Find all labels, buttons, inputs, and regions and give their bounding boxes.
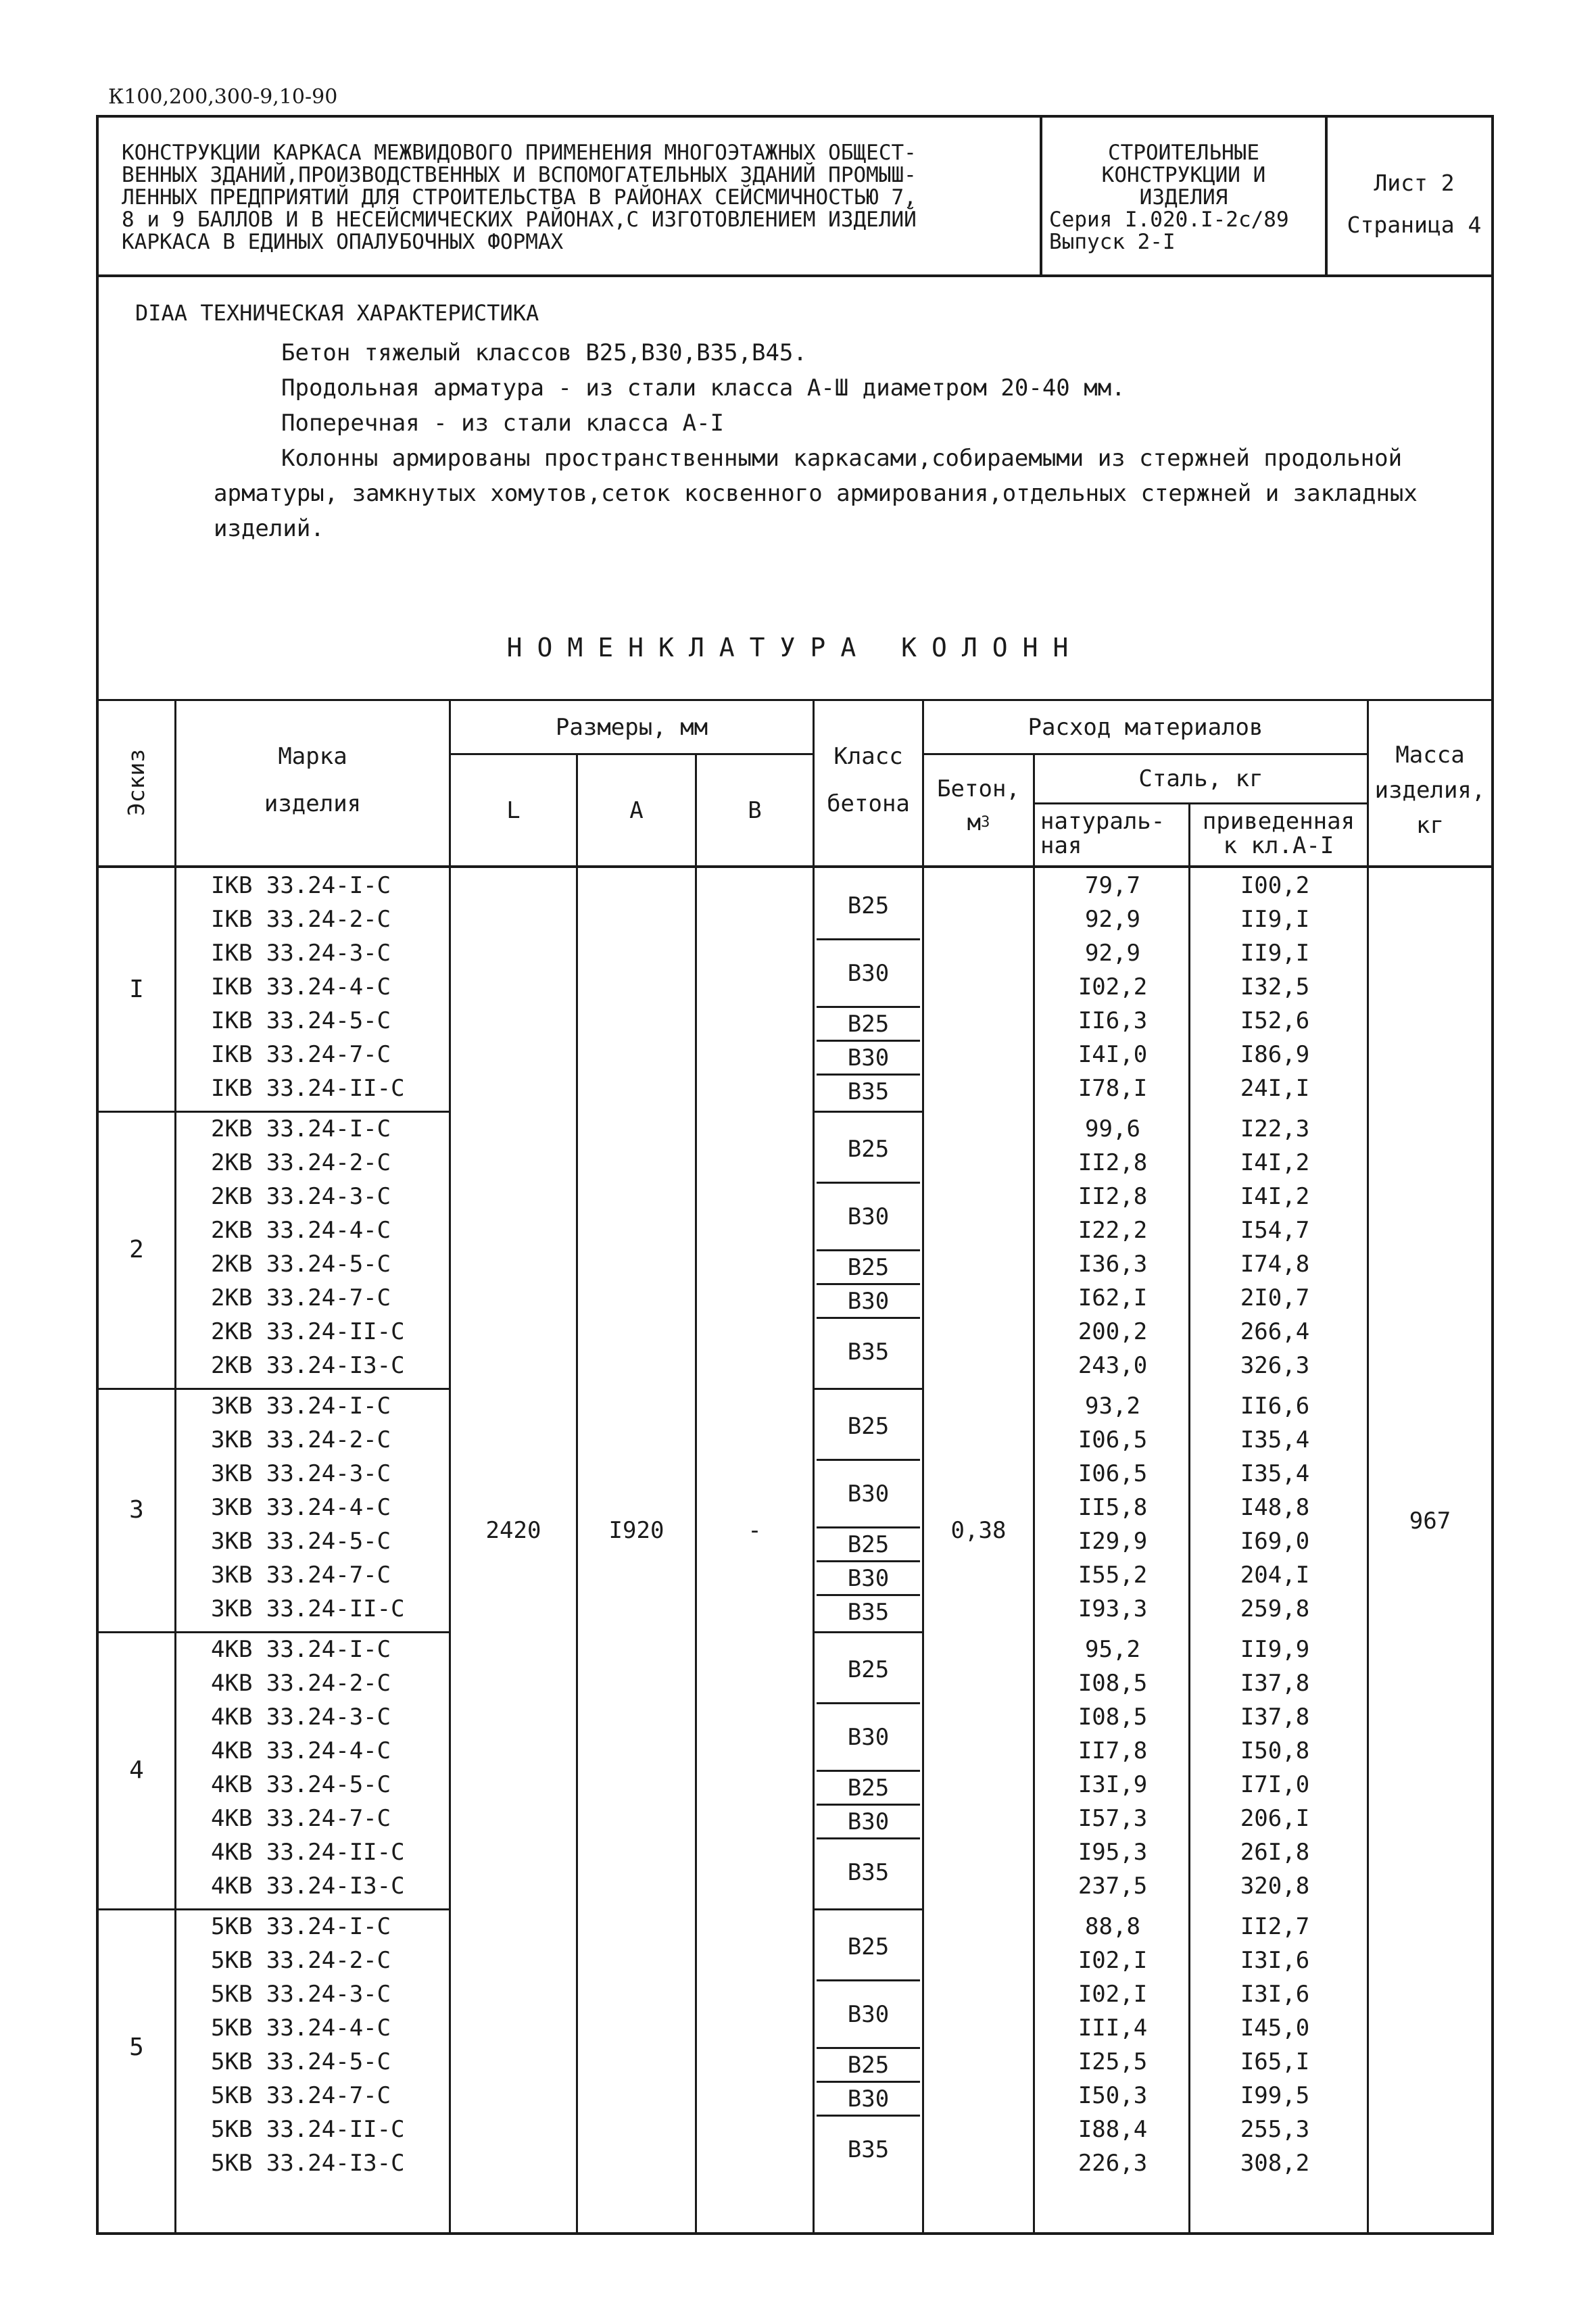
steel-natural-cell: 79,7 bbox=[1085, 872, 1140, 899]
title-line: КОНСТРУКЦИИ КАРКАСА МЕЖВИДОВОГО ПРИМЕНЕНИЯ МНОГОЭТАЖНЫХ ОБЩЕСТ- bbox=[122, 141, 917, 165]
concrete-class-cell: В25 bbox=[847, 1933, 890, 1960]
steel-reduced-cell: I3I,6 bbox=[1240, 1947, 1310, 1974]
steel-natural-cell: I4I,0 bbox=[1078, 1041, 1148, 1068]
l-header: L bbox=[506, 797, 521, 824]
steel-reduced-cell: I37,8 bbox=[1240, 1670, 1310, 1697]
page-number: Страница 4 bbox=[1347, 212, 1482, 238]
steel-reduced-cell: II9,I bbox=[1240, 940, 1310, 967]
steel-reduced-cell: I4I,2 bbox=[1240, 1149, 1310, 1176]
a-header: A bbox=[629, 797, 644, 824]
steel-natural-cell: I06,5 bbox=[1078, 1460, 1148, 1487]
mark-cell: 5КВ 33.24-5-С bbox=[211, 2048, 391, 2075]
spec-line: Продольная арматура - из стали класса А-Ш диаметром 20-40 мм. bbox=[281, 375, 1126, 402]
steel-natural-cell: I22,2 bbox=[1078, 1217, 1148, 1244]
nomenclature-table bbox=[99, 699, 1491, 2232]
steel-reduced-cell: I4I,2 bbox=[1240, 1183, 1310, 1210]
mark-cell: 4КВ 33.24-7-С bbox=[211, 1805, 391, 1832]
series-line: КОНСТРУКЦИИ И bbox=[1101, 163, 1266, 187]
concrete-class-cell: В35 bbox=[847, 1859, 890, 1886]
concrete-unit-sup: 3 bbox=[981, 814, 990, 831]
concrete-class-cell: В30 bbox=[847, 1044, 890, 1071]
concrete-class-cell: В30 bbox=[847, 1480, 890, 1508]
mark-cell: 2КВ 33.24-5-С bbox=[211, 1251, 391, 1278]
concrete-class-cell: В25 bbox=[847, 892, 890, 919]
class-header: бетона bbox=[827, 790, 910, 817]
concrete-class-cell: В25 bbox=[847, 1254, 890, 1281]
steel-natural-cell: I36,3 bbox=[1078, 1251, 1148, 1278]
concrete-unit-text: м bbox=[967, 809, 982, 836]
steel-reduced-cell: I7I,0 bbox=[1240, 1771, 1310, 1798]
steel-natural-cell: I95,3 bbox=[1078, 1839, 1148, 1866]
title-line: КАРКАСА В ЕДИНЫХ ОПАЛУБОЧНЫХ ФОРМАХ bbox=[122, 230, 564, 254]
mark-cell: IКВ 33.24-3-С bbox=[211, 940, 391, 967]
table-title: НОМЕНКЛАТУРА КОЛОНН bbox=[506, 633, 1084, 662]
concrete-class-cell: В35 bbox=[847, 1339, 890, 1366]
steel-natural-cell: I25,5 bbox=[1078, 2048, 1148, 2075]
mark-cell: 4КВ 33.24-I-С bbox=[211, 1636, 391, 1663]
steel-reduced-cell: 24I,I bbox=[1240, 1075, 1310, 1102]
steel-reduced-cell: I69,0 bbox=[1240, 1528, 1310, 1555]
mark-cell: 5КВ 33.24-II-С bbox=[211, 2116, 405, 2143]
steel-natural-cell: I62,I bbox=[1078, 1284, 1148, 1311]
product-mass: 967 bbox=[1409, 1508, 1451, 1535]
mark-cell: 2КВ 33.24-3-С bbox=[211, 1183, 391, 1210]
mark-cell: 5КВ 33.24-2-С bbox=[211, 1947, 391, 1974]
mark-cell: 5КВ 33.24-I3-С bbox=[211, 2150, 405, 2177]
spec-line: Колонны армированы пространственными каркасами,собираемыми из стержней продольной bbox=[281, 445, 1403, 472]
steel-reduced-cell: 255,3 bbox=[1240, 2116, 1310, 2143]
concrete-class-cell: В25 bbox=[847, 1136, 890, 1163]
mark-cell: 4КВ 33.24-II-С bbox=[211, 1839, 405, 1866]
steel-reduced-cell: I86,9 bbox=[1240, 1041, 1310, 1068]
steel-reduced-cell: I52,6 bbox=[1240, 1007, 1310, 1034]
spec-line: Бетон тяжелый классов В25,В30,В35,В45. bbox=[281, 339, 807, 366]
steel-reduced-cell: I50,8 bbox=[1240, 1737, 1310, 1764]
b-header: B bbox=[748, 797, 762, 824]
concrete-class-cell: В30 bbox=[847, 1288, 890, 1315]
mark-cell: 5КВ 33.24-I-С bbox=[211, 1913, 391, 1940]
concrete-unit bbox=[924, 807, 1033, 838]
concrete-volume: 0,38 bbox=[950, 1517, 1007, 1544]
mark-cell: 3КВ 33.24-5-С bbox=[211, 1528, 391, 1555]
steel-reduced-cell: 26I,8 bbox=[1240, 1839, 1310, 1866]
concrete-class-cell: В25 bbox=[847, 1656, 890, 1683]
steel-natural-cell: I06,5 bbox=[1078, 1426, 1148, 1453]
mark-cell: 4КВ 33.24-5-С bbox=[211, 1771, 391, 1798]
steel-natural-cell: I3I,9 bbox=[1078, 1771, 1148, 1798]
steel-natural-cell: II2,8 bbox=[1078, 1183, 1148, 1210]
mark-cell: 3КВ 33.24-I-С bbox=[211, 1393, 391, 1420]
mark-cell: IКВ 33.24-5-С bbox=[211, 1007, 391, 1034]
series-info bbox=[1042, 118, 1328, 274]
steel-natural-cell: 99,6 bbox=[1085, 1115, 1140, 1142]
steel-reduced-cell: II6,6 bbox=[1240, 1393, 1310, 1420]
steel-reduced-cell: I48,8 bbox=[1240, 1494, 1310, 1521]
series-line: ИЗДЕЛИЯ bbox=[1139, 185, 1228, 210]
mark-cell: 3КВ 33.24-7-С bbox=[211, 1562, 391, 1589]
steel-reduced-cell: 266,4 bbox=[1240, 1318, 1310, 1345]
steel-natural-cell: 93,2 bbox=[1085, 1393, 1140, 1420]
concrete-class-cell: В30 bbox=[847, 2086, 890, 2113]
steel-natural-cell: I02,I bbox=[1078, 1981, 1148, 2008]
steel-natural-cell: 95,2 bbox=[1085, 1636, 1140, 1663]
sizes-header: Размеры, мм bbox=[555, 714, 708, 741]
mass-header: Масса bbox=[1395, 742, 1465, 769]
mark-cell: 5КВ 33.24-7-С bbox=[211, 2082, 391, 2109]
steel-reduced-cell: 2I0,7 bbox=[1240, 1284, 1310, 1311]
steel-natural-cell: I55,2 bbox=[1078, 1562, 1148, 1589]
document-title bbox=[99, 118, 1042, 274]
steel-reduced-cell: 259,8 bbox=[1240, 1595, 1310, 1622]
sketch-number: 4 bbox=[129, 1756, 144, 1784]
concrete-class-cell: В30 bbox=[847, 1565, 890, 1592]
size-a: I920 bbox=[608, 1517, 664, 1544]
steel-natural-cell: I50,3 bbox=[1078, 2082, 1148, 2109]
sheet-info bbox=[1328, 118, 1494, 274]
steel-natural-cell: 200,2 bbox=[1078, 1318, 1148, 1345]
steel-natural-cell: II5,8 bbox=[1078, 1494, 1148, 1521]
mark-cell: 2КВ 33.24-7-С bbox=[211, 1284, 391, 1311]
spec-line: арматуры, замкнутых хомутов,сеток косвенного армирования,отдельных стержней и закладных bbox=[214, 480, 1418, 507]
steel-reduced-cell: II9,9 bbox=[1240, 1636, 1310, 1663]
mark-header: Марка bbox=[278, 743, 347, 770]
steel-reduced-cell: 204,I bbox=[1240, 1562, 1310, 1589]
mark-cell: IКВ 33.24-2-С bbox=[211, 906, 391, 933]
steel-reduced-cell: 320,8 bbox=[1240, 1873, 1310, 1900]
steel-natural-cell: I57,3 bbox=[1078, 1805, 1148, 1832]
sheet-number: Лист 2 bbox=[1374, 170, 1455, 196]
concrete-class-cell: В35 bbox=[847, 2136, 890, 2163]
steel-reduced-cell: I35,4 bbox=[1240, 1460, 1310, 1487]
steel-reduced-cell: 326,3 bbox=[1240, 1352, 1310, 1379]
reduced-header: к кл.А-I bbox=[1223, 832, 1334, 859]
mark-cell: 4КВ 33.24-4-С bbox=[211, 1737, 391, 1764]
steel-natural-cell: I08,5 bbox=[1078, 1704, 1148, 1731]
steel-header: Сталь, кг bbox=[1138, 765, 1263, 792]
steel-reduced-cell: I3I,6 bbox=[1240, 1981, 1310, 2008]
steel-reduced-cell: I22,3 bbox=[1240, 1115, 1310, 1142]
size-b: - bbox=[748, 1517, 762, 1544]
concrete-class-cell: В30 bbox=[847, 2001, 890, 2028]
natural-header: ная bbox=[1040, 832, 1082, 859]
mark-cell: 5КВ 33.24-4-С bbox=[211, 2015, 391, 2042]
steel-natural-cell: II7,8 bbox=[1078, 1737, 1148, 1764]
steel-natural-cell: 92,9 bbox=[1085, 940, 1140, 967]
steel-natural-cell: I08,5 bbox=[1078, 1670, 1148, 1697]
mark-cell: 2КВ 33.24-2-С bbox=[211, 1149, 391, 1176]
mark-cell: 2КВ 33.24-II-С bbox=[211, 1318, 405, 1345]
concrete-class-cell: В30 bbox=[847, 1808, 890, 1835]
steel-reduced-cell: I65,I bbox=[1240, 2048, 1310, 2075]
steel-natural-cell: 88,8 bbox=[1085, 1913, 1140, 1940]
mark-cell: 3КВ 33.24-4-С bbox=[211, 1494, 391, 1521]
steel-reduced-cell: I99,5 bbox=[1240, 2082, 1310, 2109]
steel-reduced-cell: II9,I bbox=[1240, 906, 1310, 933]
steel-reduced-cell: I45,0 bbox=[1240, 2015, 1310, 2042]
steel-natural-cell: 226,3 bbox=[1078, 2150, 1148, 2177]
concrete-class-cell: В30 bbox=[847, 1724, 890, 1751]
concrete-class-cell: В35 bbox=[847, 1078, 890, 1105]
concrete-class-cell: В25 bbox=[847, 1531, 890, 1558]
steel-natural-cell: I02,I bbox=[1078, 1947, 1148, 1974]
title-line: 8 и 9 БАЛЛОВ И В НЕСЕЙСМИЧЕСКИХ РАЙОНАХ,С ИЗГОТОВЛЕНИЕМ ИЗДЕЛИЙ bbox=[122, 208, 917, 232]
concrete-class-cell: В25 bbox=[847, 1775, 890, 1802]
steel-reduced-cell: 206,I bbox=[1240, 1805, 1310, 1832]
section-title: DIAA ТЕХНИЧЕСКАЯ ХАРАКТЕРИСТИКА bbox=[135, 300, 539, 326]
series-number: Серия I.020.I-2с/89 bbox=[1049, 208, 1289, 232]
mark-cell: IКВ 33.24-7-С bbox=[211, 1041, 391, 1068]
mark-cell: 3КВ 33.24-3-С bbox=[211, 1460, 391, 1487]
natural-header: натураль- bbox=[1040, 808, 1165, 835]
mark-cell: 3КВ 33.24-2-С bbox=[211, 1426, 391, 1453]
title-line: ЛЕННЫХ ПРЕДПРИЯТИЙ ДЛЯ СТРОИТЕЛЬСТВА В РАЙОНАХ СЕЙСМИЧНОСТЬЮ 7, bbox=[122, 185, 917, 210]
steel-natural-cell: 237,5 bbox=[1078, 1873, 1148, 1900]
concrete-class-cell: В25 bbox=[847, 2052, 890, 2079]
sketch-number: 5 bbox=[129, 2033, 144, 2061]
steel-natural-cell: I93,3 bbox=[1078, 1595, 1148, 1622]
concrete-header: Бетон, bbox=[937, 775, 1020, 802]
sketch-number: I bbox=[129, 975, 144, 1003]
mark-cell: IКВ 33.24-I-С bbox=[211, 872, 391, 899]
spec-line: изделий. bbox=[214, 515, 324, 542]
steel-reduced-cell: I00,2 bbox=[1240, 872, 1310, 899]
title-line: ВЕННЫХ ЗДАНИЙ,ПРОИЗВОДСТВЕННЫХ И ВСПОМОГАТЕЛЬНЫХ ЗДАНИЙ ПРОМЫШ- bbox=[122, 163, 917, 187]
steel-reduced-cell: I54,7 bbox=[1240, 1217, 1310, 1244]
issue-number: Выпуск 2-I bbox=[1049, 230, 1176, 254]
mark-cell: 5КВ 33.24-3-С bbox=[211, 1981, 391, 2008]
steel-natural-cell: 243,0 bbox=[1078, 1352, 1148, 1379]
document-code: К100,200,300-9,10-90 bbox=[108, 85, 338, 109]
steel-reduced-cell: I74,8 bbox=[1240, 1251, 1310, 1278]
size-l: 2420 bbox=[485, 1517, 541, 1544]
steel-natural-cell: II6,3 bbox=[1078, 1007, 1148, 1034]
mark-cell: 2КВ 33.24-I3-С bbox=[211, 1352, 405, 1379]
spec-line: Поперечная - из стали класса А-I bbox=[281, 410, 725, 437]
steel-reduced-cell: 308,2 bbox=[1240, 2150, 1310, 2177]
sketch-number: 2 bbox=[129, 1236, 144, 1263]
steel-reduced-cell: II2,7 bbox=[1240, 1913, 1310, 1940]
mark-cell: 2КВ 33.24-I-С bbox=[211, 1115, 391, 1142]
mark-cell: 4КВ 33.24-2-С bbox=[211, 1670, 391, 1697]
page-frame bbox=[96, 115, 1494, 2235]
concrete-class-cell: В30 bbox=[847, 960, 890, 987]
sketch-header-text: Эскиз bbox=[123, 748, 150, 816]
mark-cell: IКВ 33.24-4-С bbox=[211, 973, 391, 1001]
steel-natural-cell: I29,9 bbox=[1078, 1528, 1148, 1555]
mark-cell: 4КВ 33.24-3-С bbox=[211, 1704, 391, 1731]
steel-natural-cell: II2,8 bbox=[1078, 1149, 1148, 1176]
concrete-class-cell: В35 bbox=[847, 1599, 890, 1626]
mass-header: изделия, bbox=[1374, 777, 1486, 804]
mark-cell: 4КВ 33.24-I3-С bbox=[211, 1873, 405, 1900]
steel-natural-cell: 92,9 bbox=[1085, 906, 1140, 933]
title-block bbox=[99, 118, 1491, 277]
steel-natural-cell: I78,I bbox=[1078, 1075, 1148, 1102]
concrete-class-cell: В25 bbox=[847, 1413, 890, 1440]
concrete-class-cell: В30 bbox=[847, 1203, 890, 1230]
reduced-header: приведенная bbox=[1202, 808, 1355, 835]
mark-header: изделия bbox=[264, 790, 362, 817]
class-header: Класс bbox=[833, 743, 903, 770]
mass-header: кг bbox=[1416, 812, 1444, 839]
steel-reduced-cell: I35,4 bbox=[1240, 1426, 1310, 1453]
mark-cell: 3КВ 33.24-II-С bbox=[211, 1595, 405, 1622]
consumption-header: Расход материалов bbox=[1027, 714, 1263, 741]
steel-natural-cell: I88,4 bbox=[1078, 2116, 1148, 2143]
steel-natural-cell: III,4 bbox=[1078, 2015, 1148, 2042]
mark-cell: 2КВ 33.24-4-С bbox=[211, 1217, 391, 1244]
concrete-class-cell: В25 bbox=[847, 1011, 890, 1038]
steel-natural-cell: I02,2 bbox=[1078, 973, 1148, 1001]
mark-cell: IКВ 33.24-II-С bbox=[211, 1075, 405, 1102]
steel-reduced-cell: I32,5 bbox=[1240, 973, 1310, 1001]
sketch-header bbox=[99, 699, 174, 865]
steel-reduced-cell: I37,8 bbox=[1240, 1704, 1310, 1731]
series-line: СТРОИТЕЛЬНЫЕ bbox=[1108, 141, 1259, 165]
sketch-number: 3 bbox=[129, 1496, 144, 1524]
